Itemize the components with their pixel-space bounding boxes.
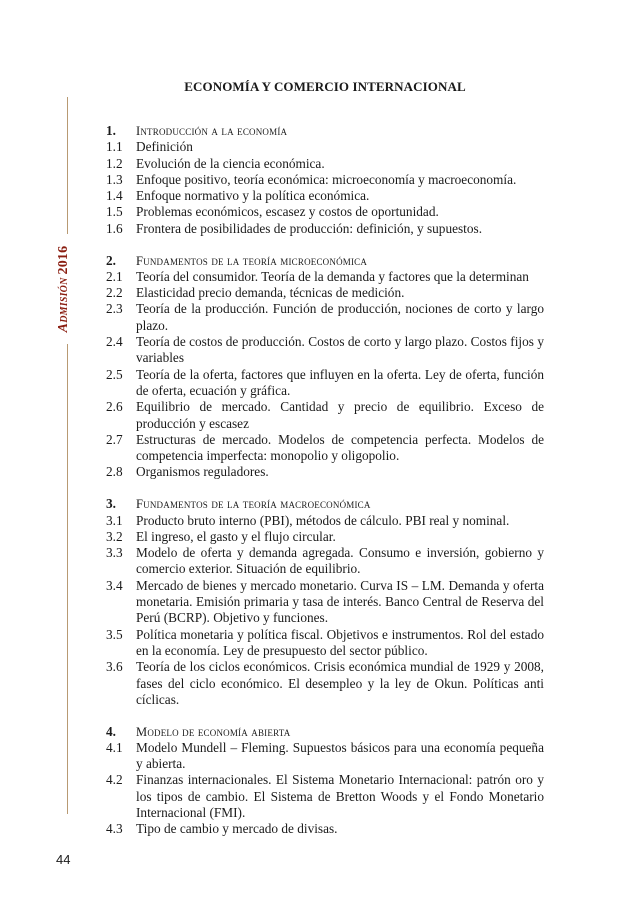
side-rule-bottom [67, 344, 68, 814]
list-item [106, 772, 544, 821]
item-text: Teoría de costos de producción. Costos de corto y largo plazo. Costos fijos y variables [136, 334, 544, 366]
section-title: Fundamentos de la teoría microeconómica [136, 253, 368, 268]
list-item [106, 740, 544, 773]
section-heading [106, 496, 544, 512]
list-item [106, 172, 544, 188]
section-3 [106, 496, 544, 708]
section-2 [106, 253, 544, 481]
list-item [106, 156, 544, 172]
list-item [106, 545, 544, 578]
item-text: Definición [136, 139, 193, 155]
side-label [56, 229, 72, 349]
item-text: Política monetaria y política fiscal. Objetivos e instrumentos. Rol del estado en la economía. Ley de presupuesto del sector público. [136, 626, 544, 658]
item-number: 3.2 [106, 528, 123, 544]
list-item [106, 367, 544, 400]
list-item [106, 659, 544, 708]
item-number: 4.2 [106, 772, 123, 788]
section-title: Introducción a la economía [136, 124, 288, 138]
list-item [106, 432, 544, 465]
item-text: Evolución de la ciencia económica. [136, 155, 325, 171]
item-number: 3.5 [106, 626, 123, 642]
item-text: Problemas económicos, escasez y costos de oportunidad. [136, 204, 439, 220]
section-1 [106, 123, 544, 237]
list-item [106, 204, 544, 220]
item-number: 3.3 [106, 545, 123, 561]
list-item [106, 627, 544, 660]
section-4 [106, 724, 544, 838]
item-text: Producto bruto interno (PBI), métodos de cálculo. PBI real y nominal. [136, 512, 510, 528]
item-number: 3.1 [106, 512, 123, 528]
item-number: 2.1 [106, 268, 123, 284]
section-heading [106, 253, 544, 269]
section-title: Fundamentos de la teoría macroeconómica [136, 497, 371, 512]
item-text: Estructuras de mercado. Modelos de competencia perfecta. Modelos de competencia imperfecta: monopolio y oligopolio. [136, 431, 544, 464]
section-heading [106, 123, 544, 139]
side-label-text: Admisión [56, 277, 71, 333]
section-heading [106, 724, 544, 740]
item-text: Mercado de bienes y mercado monetario. Curva IS – LM. Demanda y oferta monetaria. Emisión primaria y tasa de interés. Banco Central de Reserva del Perú (BCRP). Objetivo y funciones. [136, 577, 544, 626]
item-text: Teoría de la oferta, factores que influyen en la oferta. Ley de oferta, función de oferta, ecuación y gráfica. [136, 366, 544, 398]
syllabus-content [106, 123, 544, 853]
item-text: Finanzas internacionales. El Sistema Monetario Internacional: patrón oro y los tipos de cambio. El Sistema de Bretton Woods y el Fondo Monetario Internacional (FMI). [136, 772, 544, 821]
section-number: 3. [106, 496, 116, 512]
item-text: Modelo de oferta y demanda agregada. Consumo e inversión, gobierno y comercio exterior. Situación de equilibrio. [136, 545, 544, 577]
item-number: 2.2 [106, 285, 123, 301]
item-number: 3.6 [106, 659, 123, 675]
item-text: Teoría del consumidor. Teoría de la demanda y factores que la determinan [136, 268, 529, 284]
list-item [106, 513, 544, 529]
list-item [106, 821, 544, 837]
page-title: ECONOMÍA Y COMERCIO INTERNACIONAL [184, 79, 466, 94]
section-title: Modelo de economía abierta [136, 724, 291, 739]
list-item [106, 334, 544, 367]
item-number: 4.3 [106, 821, 123, 837]
list-item [106, 221, 544, 237]
page-number: 44 [56, 852, 71, 867]
item-text: Enfoque positivo, teoría económica: microeconomía y macroeconomía. [136, 171, 517, 187]
item-number: 2.3 [106, 301, 123, 317]
item-number: 1.4 [106, 188, 123, 204]
list-item [106, 301, 544, 334]
item-text: Elasticidad precio demanda, técnicas de medición. [136, 285, 405, 301]
section-number: 1. [106, 123, 116, 138]
list-item [106, 139, 544, 155]
item-number: 3.4 [106, 577, 123, 593]
item-text: Tipo de cambio y mercado de divisas. [136, 821, 338, 837]
list-item [106, 188, 544, 204]
item-number: 2.5 [106, 366, 123, 382]
item-number: 2.6 [106, 399, 123, 415]
item-text: Organismos reguladores. [136, 464, 269, 480]
list-item [106, 285, 544, 301]
section-number: 2. [106, 252, 116, 268]
list-item [106, 464, 544, 480]
list-item [106, 269, 544, 285]
item-number: 1.1 [106, 139, 123, 155]
item-number: 2.4 [106, 334, 123, 350]
list-item [106, 578, 544, 627]
list-item [106, 399, 544, 432]
item-text: Frontera de posibilidades de producción: definición, y supuestos. [136, 220, 483, 236]
item-number: 1.6 [106, 220, 123, 236]
section-number: 4. [106, 723, 116, 739]
item-number: 1.2 [106, 155, 123, 171]
list-item [106, 529, 544, 545]
item-text: Teoría de los ciclos económicos. Crisis económica mundial de 1929 y 2008, fases del ciclo económico. El desempleo y la ley de Okun. Políticas anti cíclicas. [136, 659, 544, 707]
item-text: Modelo Mundell – Fleming. Supuestos básicos para una economía pequeña y abierta. [136, 739, 544, 772]
side-label-year: 2016 [56, 245, 71, 275]
item-number: 1.3 [106, 171, 123, 187]
side-rule-top [67, 97, 68, 234]
item-text: El ingreso, el gasto y el flujo circular. [136, 528, 336, 544]
item-text: Enfoque normativo y la política económica. [136, 188, 370, 204]
item-text: Teoría de la producción. Función de producción, nociones de corto y largo plazo. [136, 301, 544, 333]
item-number: 2.7 [106, 431, 123, 447]
item-number: 2.8 [106, 464, 123, 480]
item-number: 1.5 [106, 204, 123, 220]
item-number: 4.1 [106, 739, 123, 755]
item-text: Equilibrio de mercado. Cantidad y precio de equilibrio. Exceso de producción y escasez [136, 399, 544, 431]
